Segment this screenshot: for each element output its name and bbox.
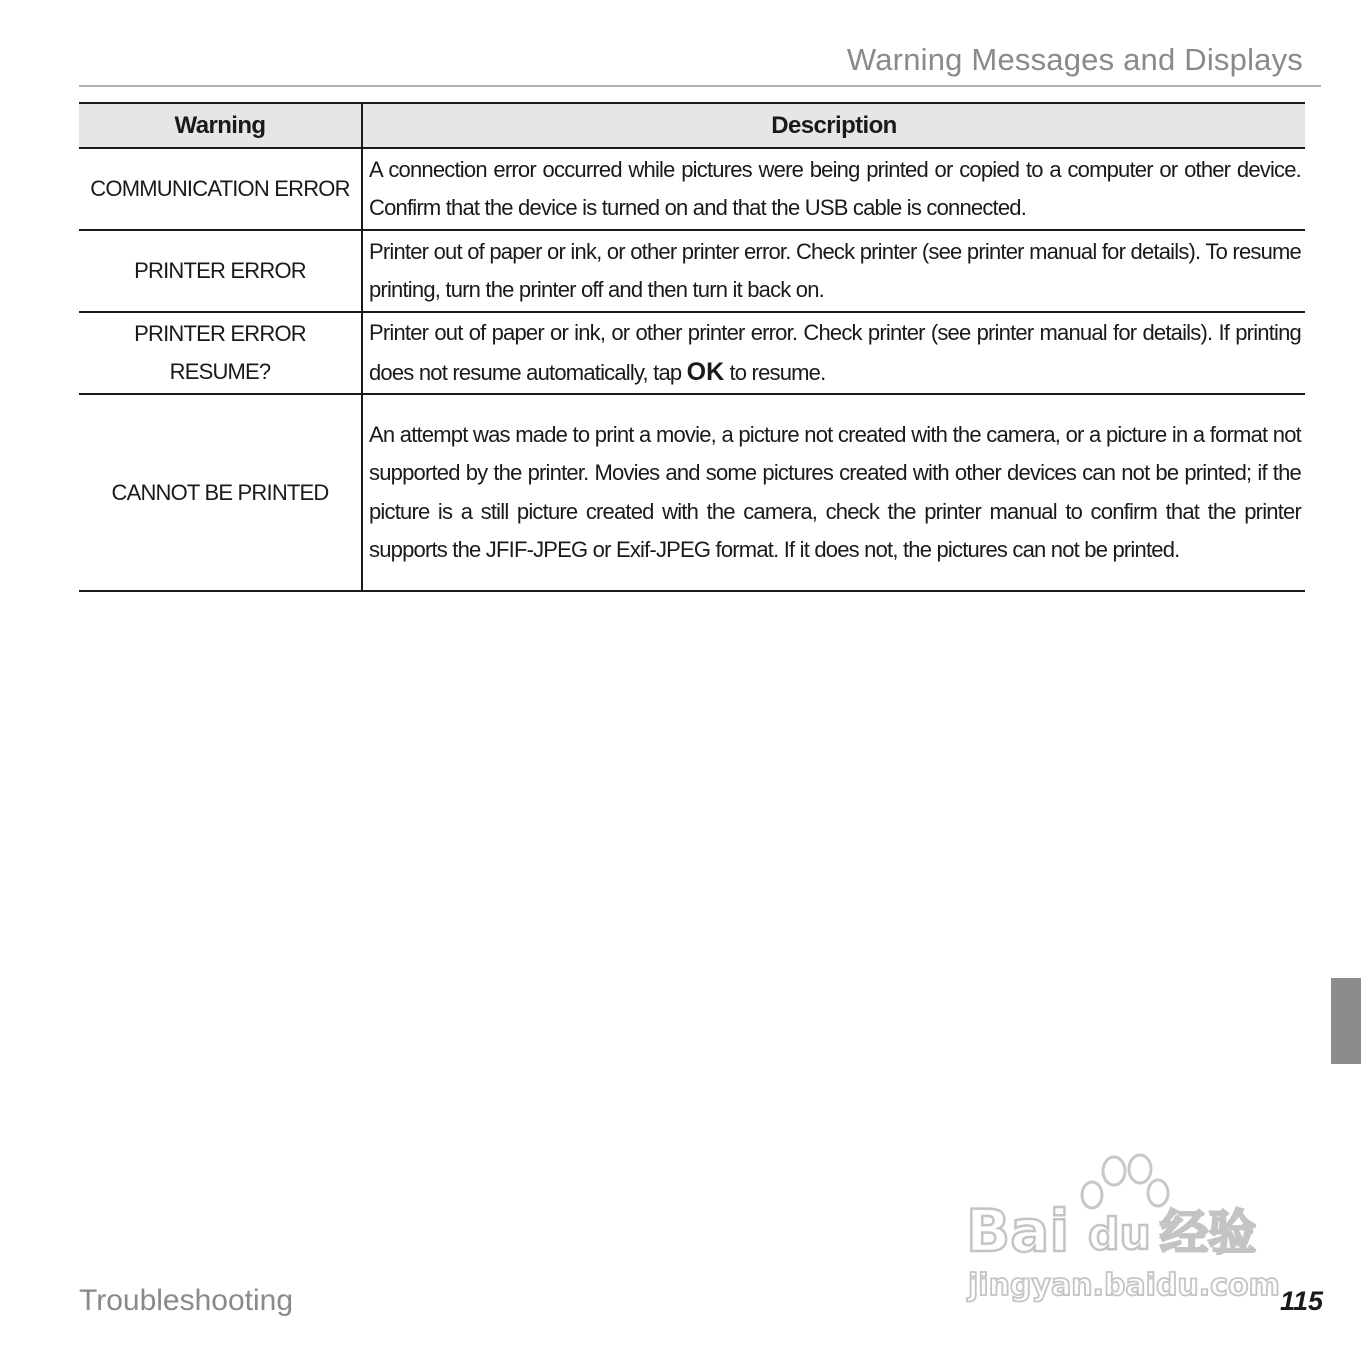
chapter-side-tab xyxy=(1331,978,1361,1064)
watermark-brand-du: du xyxy=(1088,1209,1151,1260)
warning-cell xyxy=(79,312,362,394)
description-cell xyxy=(362,312,1305,394)
description-text: Printer out of paper or ink, or other printer error. Check printer (see printer manual for details). If printing does not resume automatically, tap xyxy=(369,320,1301,385)
table-row xyxy=(79,230,1305,312)
column-header-warning: Warning xyxy=(79,103,362,148)
watermark-brand-latin: Bai xyxy=(966,1197,1070,1265)
table-header-row xyxy=(79,103,1305,148)
warning-cell xyxy=(79,148,362,230)
description-cell: A connection error occurred while pictures were being printed or copied to a computer or other device. Confirm that the device is turned on and that the USB cable is connected. xyxy=(362,148,1305,230)
warning-text-line-2: RESUME? xyxy=(169,359,271,384)
warning-text-line-1: PRINTER ERROR xyxy=(134,321,306,346)
description-text: to resume. xyxy=(724,359,826,385)
watermark-brand-cn: 经验 xyxy=(1160,1205,1257,1261)
header-rule xyxy=(79,85,1321,87)
table-row xyxy=(79,148,1305,230)
column-header-description: Description xyxy=(362,103,1305,148)
warning-text: PRINTER ERROR xyxy=(134,258,306,283)
warning-text: COMMUNICATION ERROR xyxy=(90,176,350,201)
baidu-jingyan-watermark xyxy=(962,1153,1282,1313)
warning-cell xyxy=(79,394,362,591)
table-row xyxy=(79,312,1305,394)
warning-cell xyxy=(79,230,362,312)
warning-messages-table xyxy=(79,102,1305,592)
footer-section-title: Troubleshooting xyxy=(79,1284,294,1317)
warning-text: CANNOT BE PRINTED xyxy=(111,479,329,505)
description-cell: Printer out of paper or ink, or other printer error. Check printer (see printer manual for details). To resume printing, turn the printer off and then turn it back on. xyxy=(362,230,1305,312)
paw-icon xyxy=(1082,1155,1168,1208)
page-number: 115 xyxy=(1279,1286,1323,1316)
ok-button-label: OK xyxy=(686,357,725,386)
table-row xyxy=(79,394,1305,591)
description-cell: An attempt was made to print a movie, a picture not created with the camera, or a picture in a format not supported by the printer. Movies and some pictures created with other devices can not be printed; if the picture is a still picture created with the camera, check the printer manual to confirm that the printer supports the JFIF-JPEG or Exif-JPEG format. If it does not, the pictures can not be printed. xyxy=(362,394,1305,591)
running-header: Warning Messages and Displays xyxy=(846,42,1303,77)
watermark-url: jingyan.baidu.com xyxy=(968,1268,1280,1303)
